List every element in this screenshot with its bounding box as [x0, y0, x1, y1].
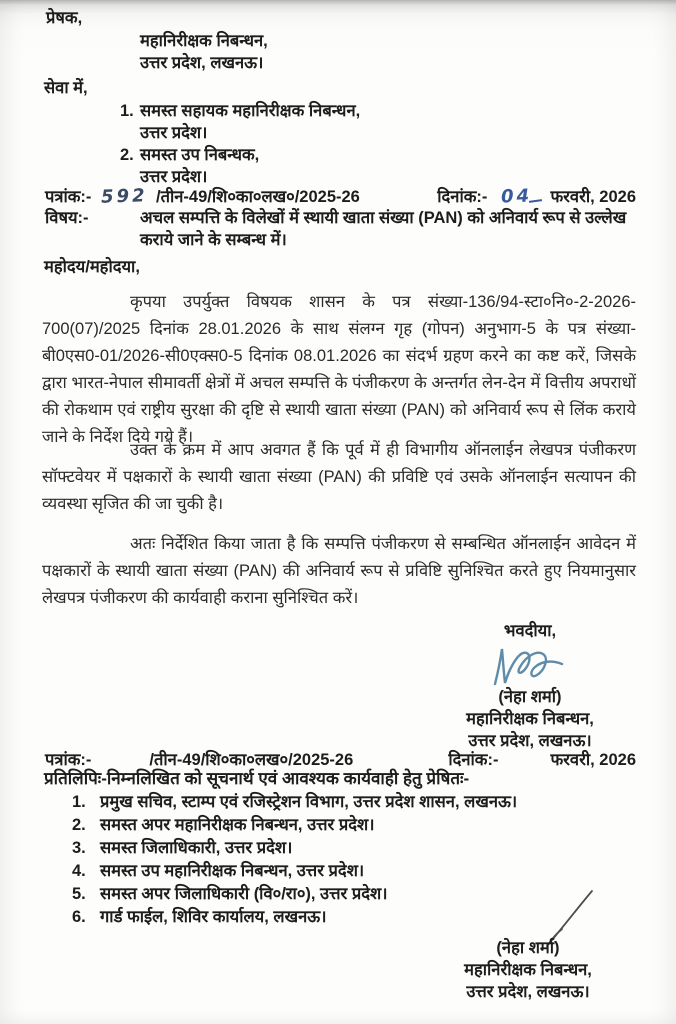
subject-text: अचल सम्पत्ति के विलेखों में स्थायी खाता संख्या (PAN) को अनिवार्य रूप से उल्लेख कराये जाने के सम्बन्ध में।: [140, 209, 627, 249]
recipient-number: 2.: [120, 146, 134, 164]
signatory-title: महानिरीक्षक निबन्धन,: [466, 710, 594, 728]
subject-label: विषय:-: [45, 209, 89, 227]
copy-item: [72, 860, 517, 883]
recipient-number: 1.: [120, 102, 134, 120]
copy-letter-number-printed: /तीन-49/शि०का०लख०/2025-26: [149, 751, 354, 769]
signature-scribble: [488, 644, 572, 690]
copy-heading: प्रतिलिपिः-निम्नलिखित को सूचनार्थ एवं आवश्यक कार्यवाही हेतु प्रेषितः-: [44, 769, 470, 788]
pen-stroke: [529, 199, 542, 203]
date-handwritten: 04: [501, 185, 533, 208]
salutation: महोदय/महोदया,: [44, 258, 140, 276]
copy-letter-number-label: पत्रांक:-: [45, 751, 92, 769]
date-printed: फरवरी, 2026: [550, 188, 636, 206]
recipient-item: [120, 100, 360, 144]
subject-row: [45, 207, 634, 251]
sender-place: उत्तर प्रदेश, लखनऊ।: [140, 54, 264, 72]
copy-item-number: 2.: [72, 816, 86, 834]
recipient-line: समस्त सहायक महानिरीक्षक निबन्धन,: [140, 102, 361, 120]
copy-item-number: 4.: [72, 862, 86, 880]
reference-line: [45, 186, 636, 208]
bottom-signatory-title: महानिरीक्षक निबन्धन,: [464, 961, 592, 979]
bottom-signatory-name: (नेहा शर्मा): [496, 939, 560, 957]
copy-item-number: 5.: [72, 885, 86, 903]
copy-item-text: समस्त अपर जिलाधिकारी (वि०/रा०), उत्तर प्रदेश।: [100, 885, 388, 903]
copy-list: [72, 791, 517, 929]
recipient-line: उत्तर प्रदेश।: [140, 124, 208, 142]
copy-item-number: 6.: [72, 908, 86, 926]
copy-date-label: दिनांक:-: [448, 751, 499, 769]
body-paragraph-2: उक्त के क्रम में आप अवगत हैं कि पूर्व में ही विभागीय ऑनलाईन लेखपत्र पंजीकरण सॉफ्टवेयर में पक्षकारों के स्थायी खाता संख्या (PAN) की प्रविष्टि एवं उसके ऑनलाईन सत्यापन की व्यवस्था सृजित की जा चुकी है।: [42, 441, 636, 513]
addressee-label: सेवा में,: [44, 79, 88, 97]
sender-address-block: [140, 30, 268, 74]
signatory-place: उत्तर प्रदेश, लखनऊ।: [468, 732, 592, 750]
date-label: दिनांक:-: [437, 188, 488, 206]
copy-item: [72, 791, 517, 814]
copy-item-text: समस्त अपर महानिरीक्षक निबन्धन, उत्तर प्रदेश।: [100, 816, 375, 834]
recipient-line: उत्तर प्रदेश।: [140, 168, 208, 186]
letter-number-handwritten: 592: [101, 185, 149, 208]
closing-block: [420, 620, 640, 752]
recipient-line: समस्त उप निबन्धक,: [140, 146, 260, 164]
copy-item-text: प्रमुख सचिव, स्टाम्प एवं रजिस्ट्रेशन विभाग, उत्तर प्रदेश शासन, लखनऊ।: [100, 793, 518, 811]
copy-item: [72, 906, 517, 929]
bottom-signatory-place: उत्तर प्रदेश, लखनऊ।: [466, 983, 590, 1001]
recipient-list: [120, 100, 360, 188]
bottom-signature-block: [418, 937, 638, 1003]
body-paragraph-1: कृपया उपर्युक्त विषयक शासन के पत्र संख्या-136/94-स्टा०नि०-2-2026-700(07)/2025 दिनांक 28.01.2026 के साथ संलग्न गृह (गोपन) अनुभाग-5 के पत्र संख्या-बी0एस0-01/2026-सी0एक्स0-5 दिनांक 08.01.2026 का संदर्भ ग्रहण करने का कष्ट करें, जिसके द्वारा भारत-नेपाल सीमावर्ती क्षेत्रों में अचल सम्पत्ति के पंजीकरण के अन्तर्गत लेन-देन में वित्तीय अपराधों की रोकथाम एवं राष्ट्रीय सुरक्षा की दृष्टि से स्थायी खाता संख्या (PAN) को अनिवार्य रूप से लिंक कराये जाने के निर्देश दिये गये हैं।: [42, 293, 636, 446]
copy-item-number: 3.: [72, 839, 86, 857]
copy-item-text: समस्त उप महानिरीक्षक निबन्धन, उत्तर प्रदेश।: [100, 862, 365, 880]
copy-item-text: समस्त जिलाधिकारी, उत्तर प्रदेश।: [100, 839, 293, 857]
copy-item: [72, 814, 517, 837]
copy-item-text: गार्ड फाईल, शिविर कार्यालय, लखनऊ।: [100, 908, 327, 926]
signatory-name: (नेहा शर्मा): [498, 688, 562, 706]
copy-date-printed: फरवरी, 2026: [550, 751, 636, 769]
sender-office: महानिरीक्षक निबन्धन,: [140, 32, 268, 50]
copy-item: [72, 837, 517, 860]
copy-item: [72, 883, 517, 906]
copy-item-number: 1.: [72, 793, 86, 811]
valediction: भवदीया,: [503, 622, 557, 640]
recipient-item: [120, 144, 360, 188]
letter-number-printed: /तीन-49/शि०का०लख०/2025-26: [156, 188, 360, 206]
body-paragraph-3: अतः निर्देशित किया जाता है कि सम्पत्ति पंजीकरण से सम्बन्धित ऑनलाईन आवेदन में पक्षकारों के स्थायी खाता संख्या (PAN) की अनिवार्य रूप से प्रविष्टि सुनिश्चित करते हुए नियमानुसार लेखपत्र पंजीकरण की कार्यवाही कराना सुनिश्चित करें।: [42, 535, 636, 607]
sender-label: प्रेषक,: [46, 9, 83, 27]
letter-number-label: पत्रांक:-: [45, 188, 92, 206]
